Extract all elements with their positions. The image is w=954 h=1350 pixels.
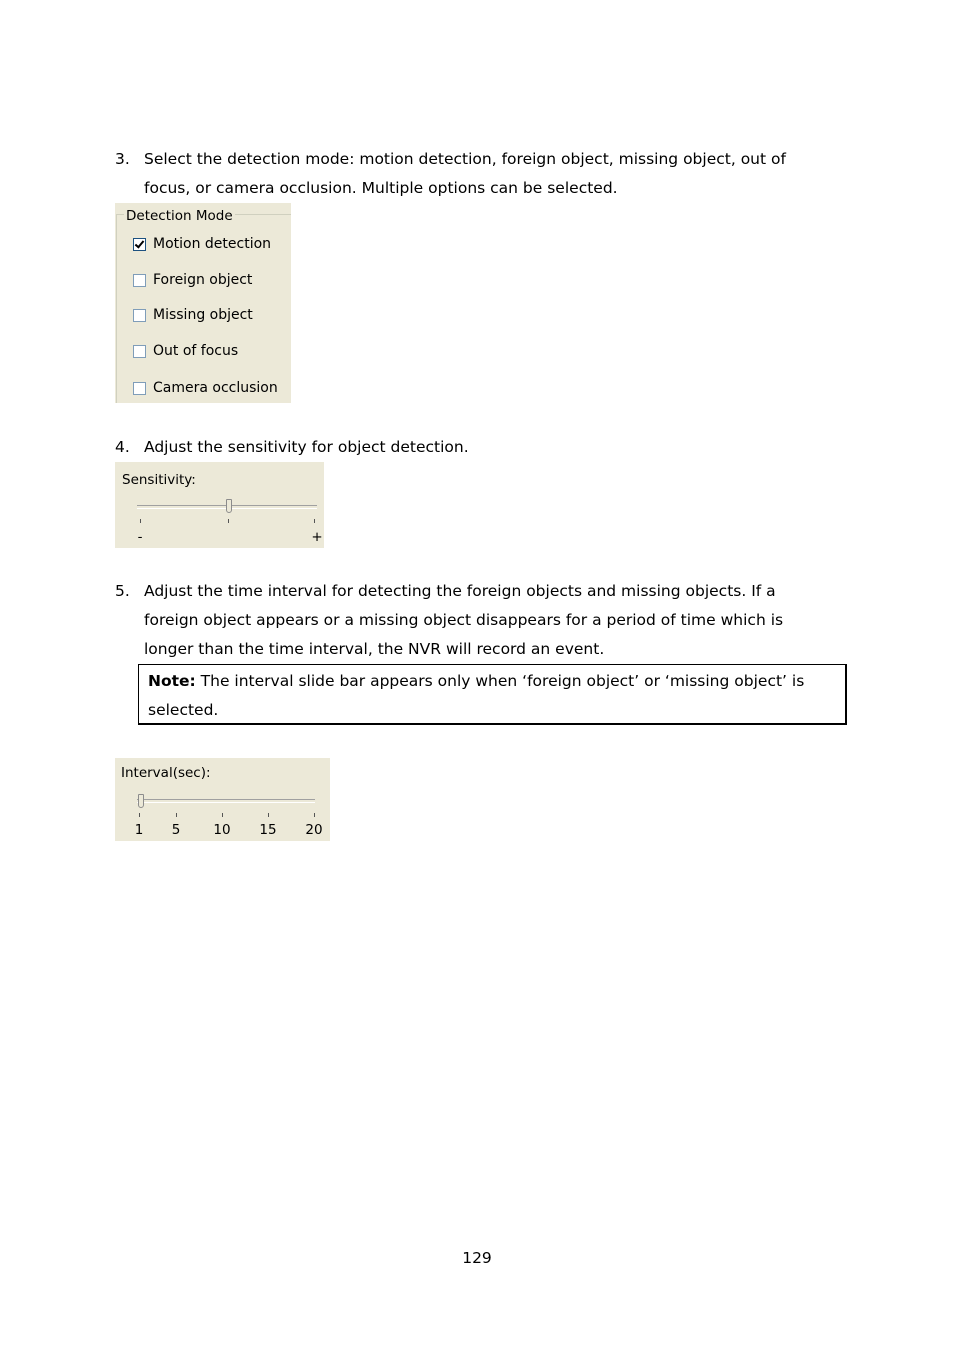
checkbox-label: Missing object <box>153 307 253 323</box>
step-number: 4. <box>115 438 130 456</box>
sensitivity-panel <box>115 462 324 548</box>
slider-tick <box>140 519 141 523</box>
slider-tick <box>314 813 315 817</box>
checkbox-icon[interactable] <box>133 274 146 287</box>
checkbox-motion-detection[interactable] <box>133 236 271 252</box>
checkbox-out-of-focus[interactable] <box>133 343 238 359</box>
sensitivity-max-label: + <box>311 529 323 545</box>
step-number: 3. <box>115 150 130 168</box>
interval-tick-label: 10 <box>213 822 231 838</box>
checkbox-camera-occlusion[interactable] <box>133 380 278 396</box>
checkbox-label: Motion detection <box>153 236 272 252</box>
interval-tick-label: 15 <box>259 822 277 838</box>
checkbox-label: Camera occlusion <box>153 380 278 396</box>
checkbox-checked-icon[interactable] <box>133 238 146 251</box>
slider-tick <box>268 813 269 817</box>
slider-tick <box>314 519 315 523</box>
slider-tick <box>228 519 229 523</box>
sensitivity-slider-thumb[interactable] <box>226 499 232 513</box>
checkbox-label: Foreign object <box>153 272 253 288</box>
interval-tick-label: 1 <box>134 822 144 838</box>
page-number: 129 <box>462 1249 492 1267</box>
detection-mode-panel <box>115 203 291 403</box>
interval-label: Interval(sec): <box>121 765 211 781</box>
detection-mode-legend: Detection Mode <box>126 208 233 224</box>
step-3 <box>115 145 825 203</box>
interval-slider-thumb[interactable] <box>138 794 144 808</box>
checkbox-icon[interactable] <box>133 345 146 358</box>
sensitivity-label: Sensitivity: <box>122 472 196 488</box>
slider-tick <box>139 813 140 817</box>
step-text: Select the detection mode: motion detection, foreign object, missing object, out of focus, or camera occlusion. Multiple options can be selected. <box>144 150 786 197</box>
checkbox-missing-object[interactable] <box>133 307 253 323</box>
note-heading: Note: <box>148 672 196 690</box>
sensitivity-min-label: - <box>137 529 143 545</box>
step-5 <box>115 577 825 664</box>
interval-tick-label: 20 <box>305 822 323 838</box>
slider-tick <box>222 813 223 817</box>
checkbox-label: Out of focus <box>153 343 239 359</box>
slider-tick <box>176 813 177 817</box>
interval-tick-label: 5 <box>171 822 181 838</box>
checkbox-icon[interactable] <box>133 382 146 395</box>
step-text: Adjust the time interval for detecting the foreign objects and missing objects. If a foreign object appears or a missing object disappears for a period of time which is longer than the time interval, the NVR will record an event. <box>144 582 784 658</box>
interval-panel <box>115 758 330 841</box>
checkbox-icon[interactable] <box>133 309 146 322</box>
checkbox-foreign-object[interactable] <box>133 272 252 288</box>
interval-slider-track[interactable] <box>137 799 315 803</box>
note-box <box>138 664 847 725</box>
note-text: The interval slide bar appears only when ‘foreign object’ or ‘missing object’ is selected. <box>148 672 805 719</box>
step-number: 5. <box>115 582 130 600</box>
step-4 <box>115 433 825 462</box>
step-text: Adjust the sensitivity for object detection. <box>144 438 469 456</box>
